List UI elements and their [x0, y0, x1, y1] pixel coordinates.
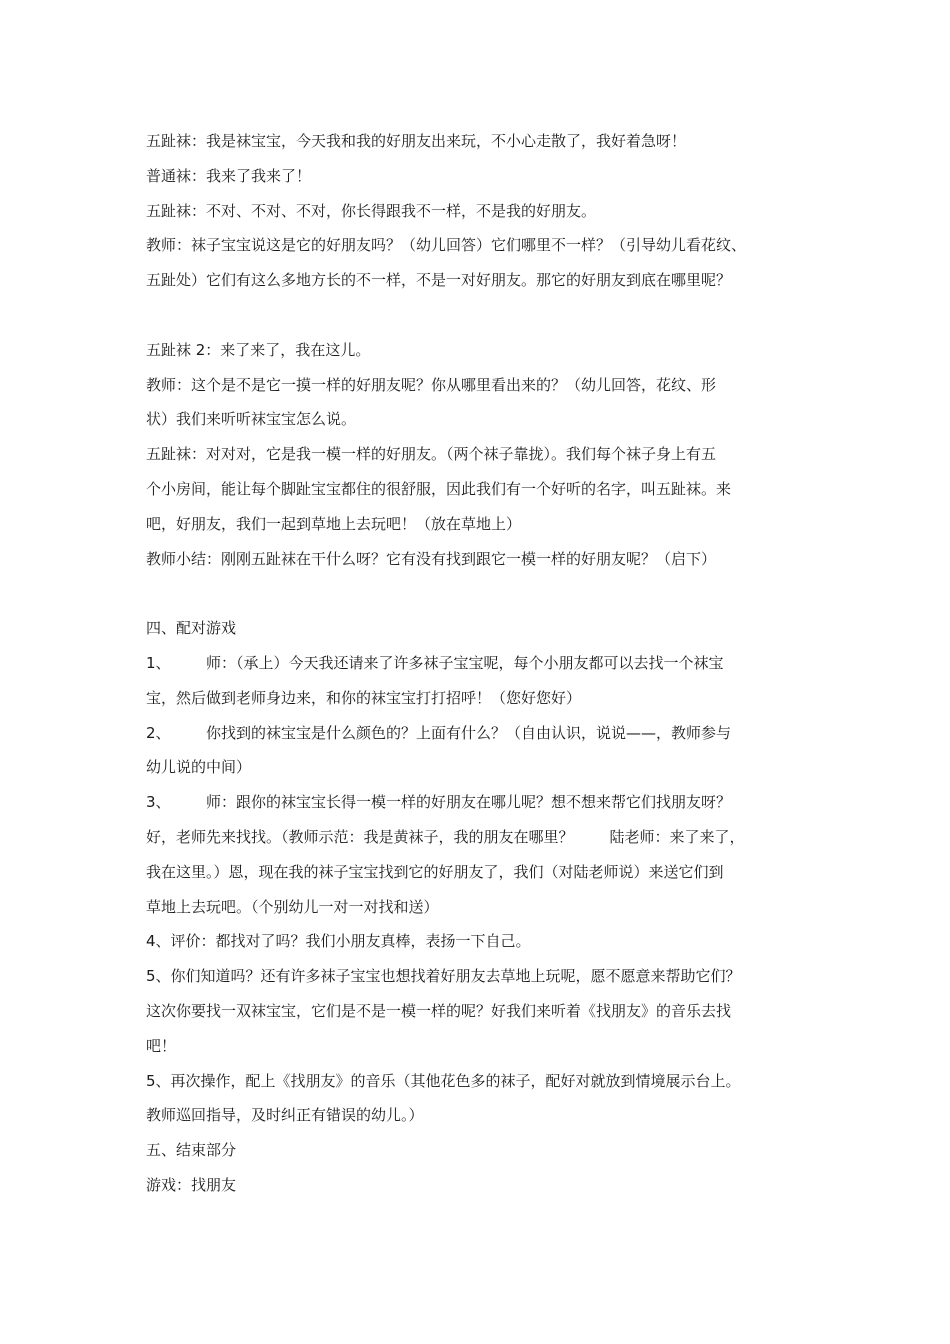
text-line: 个小房间，能让每个脚趾宝宝都住的很舒服，因此我们有一个好听的名字，叫五趾袜。来 — [146, 479, 732, 498]
text-line: 宝，然后做到老师身边来，和你的袜宝宝打打招呼！（您好您好） — [146, 688, 582, 707]
text-line: 五趾袜：不对、不对、不对，你长得跟我不一样，不是我的好朋友。 — [146, 201, 597, 220]
text-line: 4、评价：都找对了吗？我们小朋友真棒，表扬一下自己。 — [146, 932, 531, 951]
paragraph-gap — [146, 576, 816, 611]
text-line: 五趾处）它们有这么多地方长的不一样，不是一对好朋友。那它的好朋友到底在哪里呢？ — [146, 271, 732, 290]
text-line: 教师：这个是不是它一摸一样的好朋友呢？你从哪里看出来的？（幼儿回答，花纹、形 — [146, 375, 717, 394]
text-line: 游戏：找朋友 — [146, 1175, 237, 1194]
text-line: 幼儿说的中间） — [146, 758, 252, 777]
text-line: 吧！ — [146, 1036, 177, 1055]
text-line: 教师：袜子宝宝说这是它的好朋友吗？（幼儿回答）它们哪里不一样？（引导幼儿看花纹、 — [146, 236, 747, 255]
text-line: 这次你要找一双袜宝宝，它们是不是一模一样的呢？好我们来听着《找朋友》的音乐去找 — [146, 1001, 732, 1020]
text-segment: 好，老师先来找找。（教师示范：我是黄袜子，我的朋友在哪里？ — [146, 827, 574, 846]
document-body — [146, 124, 816, 1203]
item-text: 师：跟你的袜宝宝长得一模一样的好朋友在哪儿呢？想不想来帮它们找朋友呀？ — [206, 793, 732, 812]
text-line: 教师小结：刚刚五趾袜在干什么呀？它有没有找到跟它一模一样的好朋友呢？（启下） — [146, 549, 717, 568]
text-line: 吧，好朋友，我们一起到草地上去玩吧！（放在草地上） — [146, 514, 522, 533]
item-number: 1、 — [146, 653, 171, 672]
item-text: 你找到的袜宝宝是什么颜色的？上面有什么？（自由认识，说说——，教师参与 — [206, 723, 732, 742]
numbered-item-2 — [146, 716, 816, 751]
text-line: 我在这里。）恩，现在我的袜子宝宝找到它的好朋友了，我们（对陆老师说）来送它们到 — [146, 862, 724, 881]
text-line: 普通袜：我来了我来了！ — [146, 166, 312, 185]
text-line: 五趾袜 2：来了来了，我在这儿。 — [146, 340, 371, 359]
text-line: 状）我们来听听袜宝宝怎么说。 — [146, 410, 357, 429]
item-number: 3、 — [146, 793, 171, 812]
text-line: 五趾袜：我是袜宝宝，今天我和我的好朋友出来玩，不小心走散了，我好着急呀！ — [146, 132, 687, 150]
section-heading: 五、结束部分 — [146, 1141, 237, 1160]
numbered-item-1 — [146, 646, 816, 681]
item-text: 师：（承上）今天我还请来了许多袜子宝宝呢，每个小朋友都可以去找一个袜宝 — [206, 653, 724, 672]
text-line — [146, 820, 816, 855]
numbered-item-3 — [146, 785, 816, 820]
paragraph-gap — [146, 298, 816, 333]
text-line: 草地上去玩吧。（个别幼儿一对一对找和送） — [146, 897, 439, 916]
item-number: 2、 — [146, 723, 171, 742]
section-heading: 四、配对游戏 — [146, 619, 237, 638]
text-line: 5、再次操作，配上《找朋友》的音乐（其他花色多的袜子，配好对就放到情境展示台上。 — [146, 1071, 741, 1090]
text-line: 教师巡回指导，及时纠正有错误的幼儿。） — [146, 1106, 424, 1125]
text-line: 五趾袜：对对对，它是我一模一样的好朋友。（两个袜子靠拢）。我们每个袜子身上有五 — [146, 445, 717, 464]
text-segment: 陆老师：来了来了， — [609, 827, 745, 846]
text-line: 5、你们知道吗？还有许多袜子宝宝也想找着好朋友去草地上玩呢，愿不愿意来帮助它们？ — [146, 967, 741, 986]
